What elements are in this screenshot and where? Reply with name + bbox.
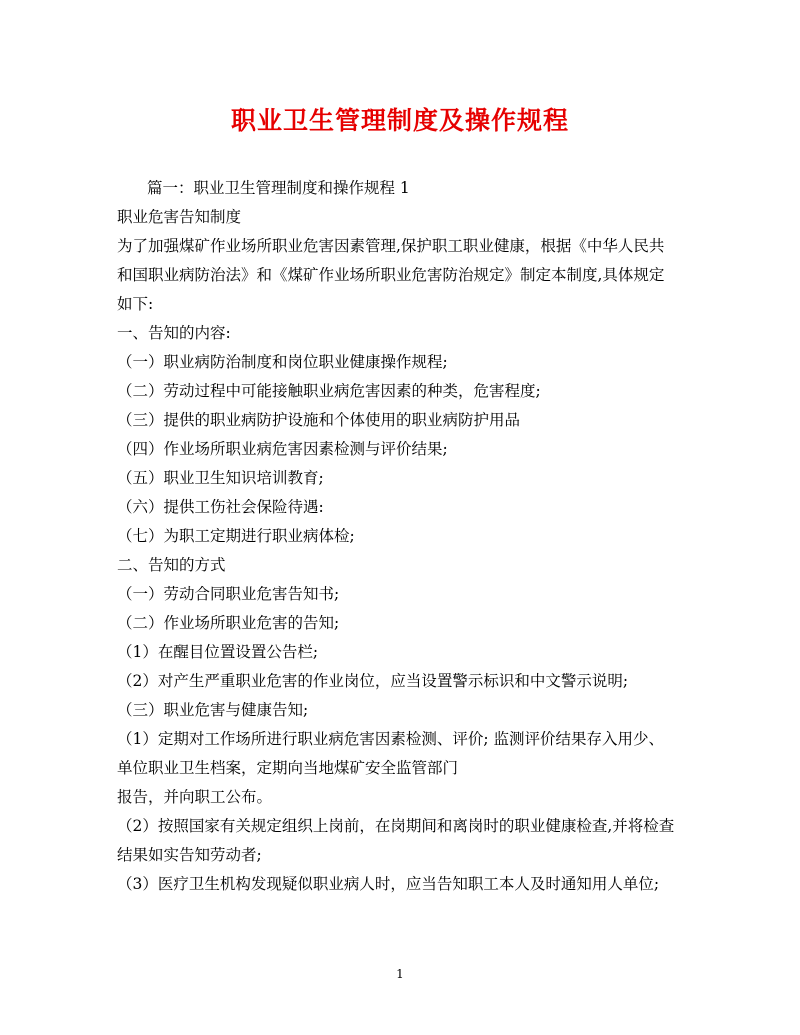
list-heading: 二、告知的方式	[117, 556, 226, 574]
document-title: 职业卫生管理制度及操作规程	[230, 106, 569, 135]
paragraph-line: 报告，并向职工公布。	[117, 788, 273, 806]
list-item: （一）劳动合同职业危害告知书;	[117, 585, 340, 603]
section-heading: 篇一：职业卫生管理制度和操作规程 1	[147, 179, 410, 197]
list-item: （二）劳动过程中可能接触职业病危害因素的种类，危害程度;	[117, 382, 541, 400]
list-item: （七）为职工定期进行职业病体检;	[117, 527, 355, 545]
paragraph-line: 和国职业病防治法》和《煤矿作业场所职业危害防治规定》制定本制度,具体规定	[117, 266, 665, 284]
page-number: 1	[396, 967, 404, 981]
list-item: （一）职业病防治制度和岗位职业健康操作规程;	[117, 353, 448, 371]
document-body	[117, 174, 687, 899]
list-item: （三）职业危害与健康告知;	[117, 701, 309, 719]
paragraph-line: 如下:	[117, 295, 154, 313]
list-item: （五）职业卫生知识培训教育;	[117, 469, 324, 487]
list-item: （3）医疗卫生机构发现疑似职业病人时，应当告知职工本人及时通知用人单位;	[117, 875, 660, 893]
list-heading: 一、告知的内容:	[117, 324, 231, 342]
paragraph-line: 单位职业卫生档案，定期向当地煤矿安全监管部门	[117, 759, 459, 777]
list-item: （2）按照国家有关规定组织上岗前，在岗期间和离岗时的职业健康检查,并将检查	[117, 817, 675, 835]
list-item: （三）提供的职业病防护设施和个体使用的职业病防护用品	[117, 411, 521, 429]
list-item: （2）对产生严重职业危害的作业岗位，应当设置警示标识和中文警示说明;	[117, 672, 629, 690]
paragraph-line: 结果如实告知劳动者;	[117, 846, 262, 864]
list-item: （二）作业场所职业危害的告知;	[117, 614, 340, 632]
list-item: （1）定期对工作场所进行职业病危害因素检测、评价; 监测评价结果存入用少、	[117, 730, 665, 748]
list-item: （六）提供工伤社会保险待遇:	[117, 498, 324, 516]
paragraph-line: 为了加强煤矿作业场所职业危害因素管理,保护职工职业健康，根据《中华人民共	[117, 237, 665, 255]
list-item: （1）在醒目位置设置公告栏;	[117, 643, 319, 661]
subsection-heading: 职业危害告知制度	[117, 208, 242, 226]
list-item: （四）作业场所职业病危害因素检测与评价结果;	[117, 440, 448, 458]
